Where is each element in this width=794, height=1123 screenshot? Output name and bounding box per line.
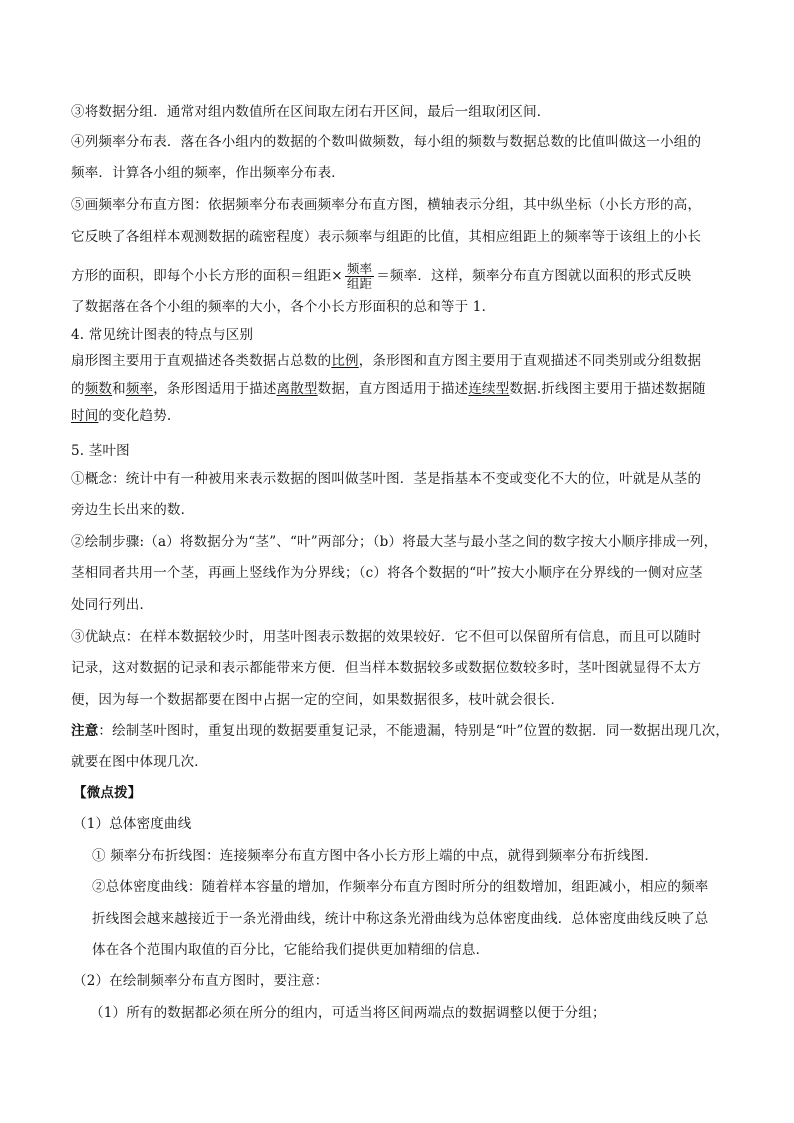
tip-item1-heading: （1）总体密度曲线 xyxy=(73,816,192,832)
chart-comparison-line1: 扇形图主要用于直观描述各类数据占总数的比例，条形图和直方图主要用于直观描述不同类别或分组数据 xyxy=(71,353,702,369)
section4-heading: 4. 常见统计图表的特点与区别 xyxy=(71,327,254,343)
underlined-term: 频率 xyxy=(125,381,154,397)
note-line-cont: 就要在图中体现几次． xyxy=(71,754,208,770)
chart-comparison-line2: 的频数和频率，条形图适用于描述离散型数据，直方图适用于描述连续型数据.折线图主要用于描述数据随 xyxy=(71,381,706,397)
underlined-term: 时间 xyxy=(71,408,99,424)
step5-histogram-cont3: 了数据落在各个小组的频率的大小，各个小长方形面积的总和等于 1． xyxy=(71,299,496,315)
density-curve-item-cont2: 体在各个范围内取值的百分比，它能给我们提供更加精细的信息． xyxy=(92,942,490,958)
density-curve-item-cont1: 折线图会越来越接近于一条光滑曲线，统计中称这条光滑曲线为总体密度曲线．总体密度曲线反映了总 xyxy=(92,911,709,927)
density-curve-item: ②总体密度曲线：随着样本容量的增加，作频率分布直方图时所分的组数增加，组距减小，相应的频率 xyxy=(92,879,709,895)
note-line: 注意：绘制茎叶图时，重复出现的数据要重复记录，不能遗漏，特别是“叶”位置的数据．同一数据出现几次， xyxy=(71,723,730,739)
freq-polygon-item: ① 频率分布折线图：连接频率分布直方图中各小长方形上端的中点，就得到频率分布折线图． xyxy=(92,848,659,864)
step5-histogram-cont2 xyxy=(71,262,691,291)
stemleaf-pros-cons: ③优缺点：在样本数据较少时，用茎叶图表示数据的效果较好．它不但可以保留所有信息，而且可以随时 xyxy=(71,629,702,645)
tip-item2-heading: （2）在绘制频率分布直方图时，要注意： xyxy=(73,973,329,989)
step5-histogram-cont1: 它反映了各组样本观测数据的疏密程度）表示频率与组距的比值，其相应组距上的频率等于该组上的小长 xyxy=(71,229,702,245)
stemleaf-steps: ②绘制步骤:（a）将数据分为“茎”、“叶”两部分；（b）将最大茎与最小茎之间的数字按大小顺序排成一列， xyxy=(71,534,718,550)
frequency-over-interval-fraction xyxy=(345,262,374,291)
underlined-term: 比例 xyxy=(331,353,359,369)
fraction-denominator: 组距 xyxy=(346,276,373,291)
fraction-numerator: 频率 xyxy=(346,261,373,276)
underlined-term: 离散型 xyxy=(276,381,318,397)
step4-freq-table-cont: 频率．计算各小组的频率，作出频率分布表． xyxy=(71,165,345,181)
area-formula-text: 方形的面积，即每个小长方形的面积＝组距× xyxy=(71,268,343,284)
stemleaf-steps-cont1: 茎相同者共用一个茎，再画上竖线作为分界线；（c）将各个数据的“叶”按大小顺序在分界线的一侧对应茎 xyxy=(71,565,703,581)
chart-comparison-line3: 时间的变化趋势. xyxy=(71,408,172,424)
underlined-term: 频数 xyxy=(84,381,113,397)
stemleaf-pros-cons-cont2: 便，因为每一个数据都要在图中占据一定的空间，如果数据很多，枝叶就会很长． xyxy=(71,692,565,708)
step5-histogram: ⑤画频率分布直方图：依据频率分布表画频率分布直方图，横轴表示分组，其中纵坐标（小长方形的高， xyxy=(71,197,702,213)
stemleaf-pros-cons-cont1: 记录，这对数据的记录和表示都能带来方便．但当样本数据较多或数据位数较多时，茎叶图就显得不太方 xyxy=(71,660,702,676)
stemleaf-concept-cont: 旁边生长出来的数． xyxy=(71,502,195,518)
stemleaf-concept: ①概念：统计中有一种被用来表示数据的图叫做茎叶图．茎是指基本不变或变化不大的位，叶就是从茎的 xyxy=(71,471,702,487)
histogram-note-1: （1）所有的数据都必须在所分的组内，可适当将区间两端点的数据调整以便于分组； xyxy=(90,1005,606,1021)
area-formula-text-end: ＝频率．这样，频率分布直方图就以面积的形式反映 xyxy=(376,268,692,284)
underlined-term: 连续型 xyxy=(468,381,510,397)
stemleaf-steps-cont2: 处同行列出． xyxy=(71,597,154,613)
tip-heading: 【微点拨】 xyxy=(73,785,142,801)
step3-grouping: ③将数据分组．通常对组内数值所在区间取左闭右开区间，最后一组取闭区间． xyxy=(71,104,551,120)
step4-freq-table: ④列频率分布表．落在各小组内的数据的个数叫做频数，每小组的频数与数据总数的比值叫做这一小组的 xyxy=(71,134,702,150)
section5-heading: 5. 茎叶图 xyxy=(71,443,130,459)
note-label: 注意 xyxy=(71,723,99,739)
